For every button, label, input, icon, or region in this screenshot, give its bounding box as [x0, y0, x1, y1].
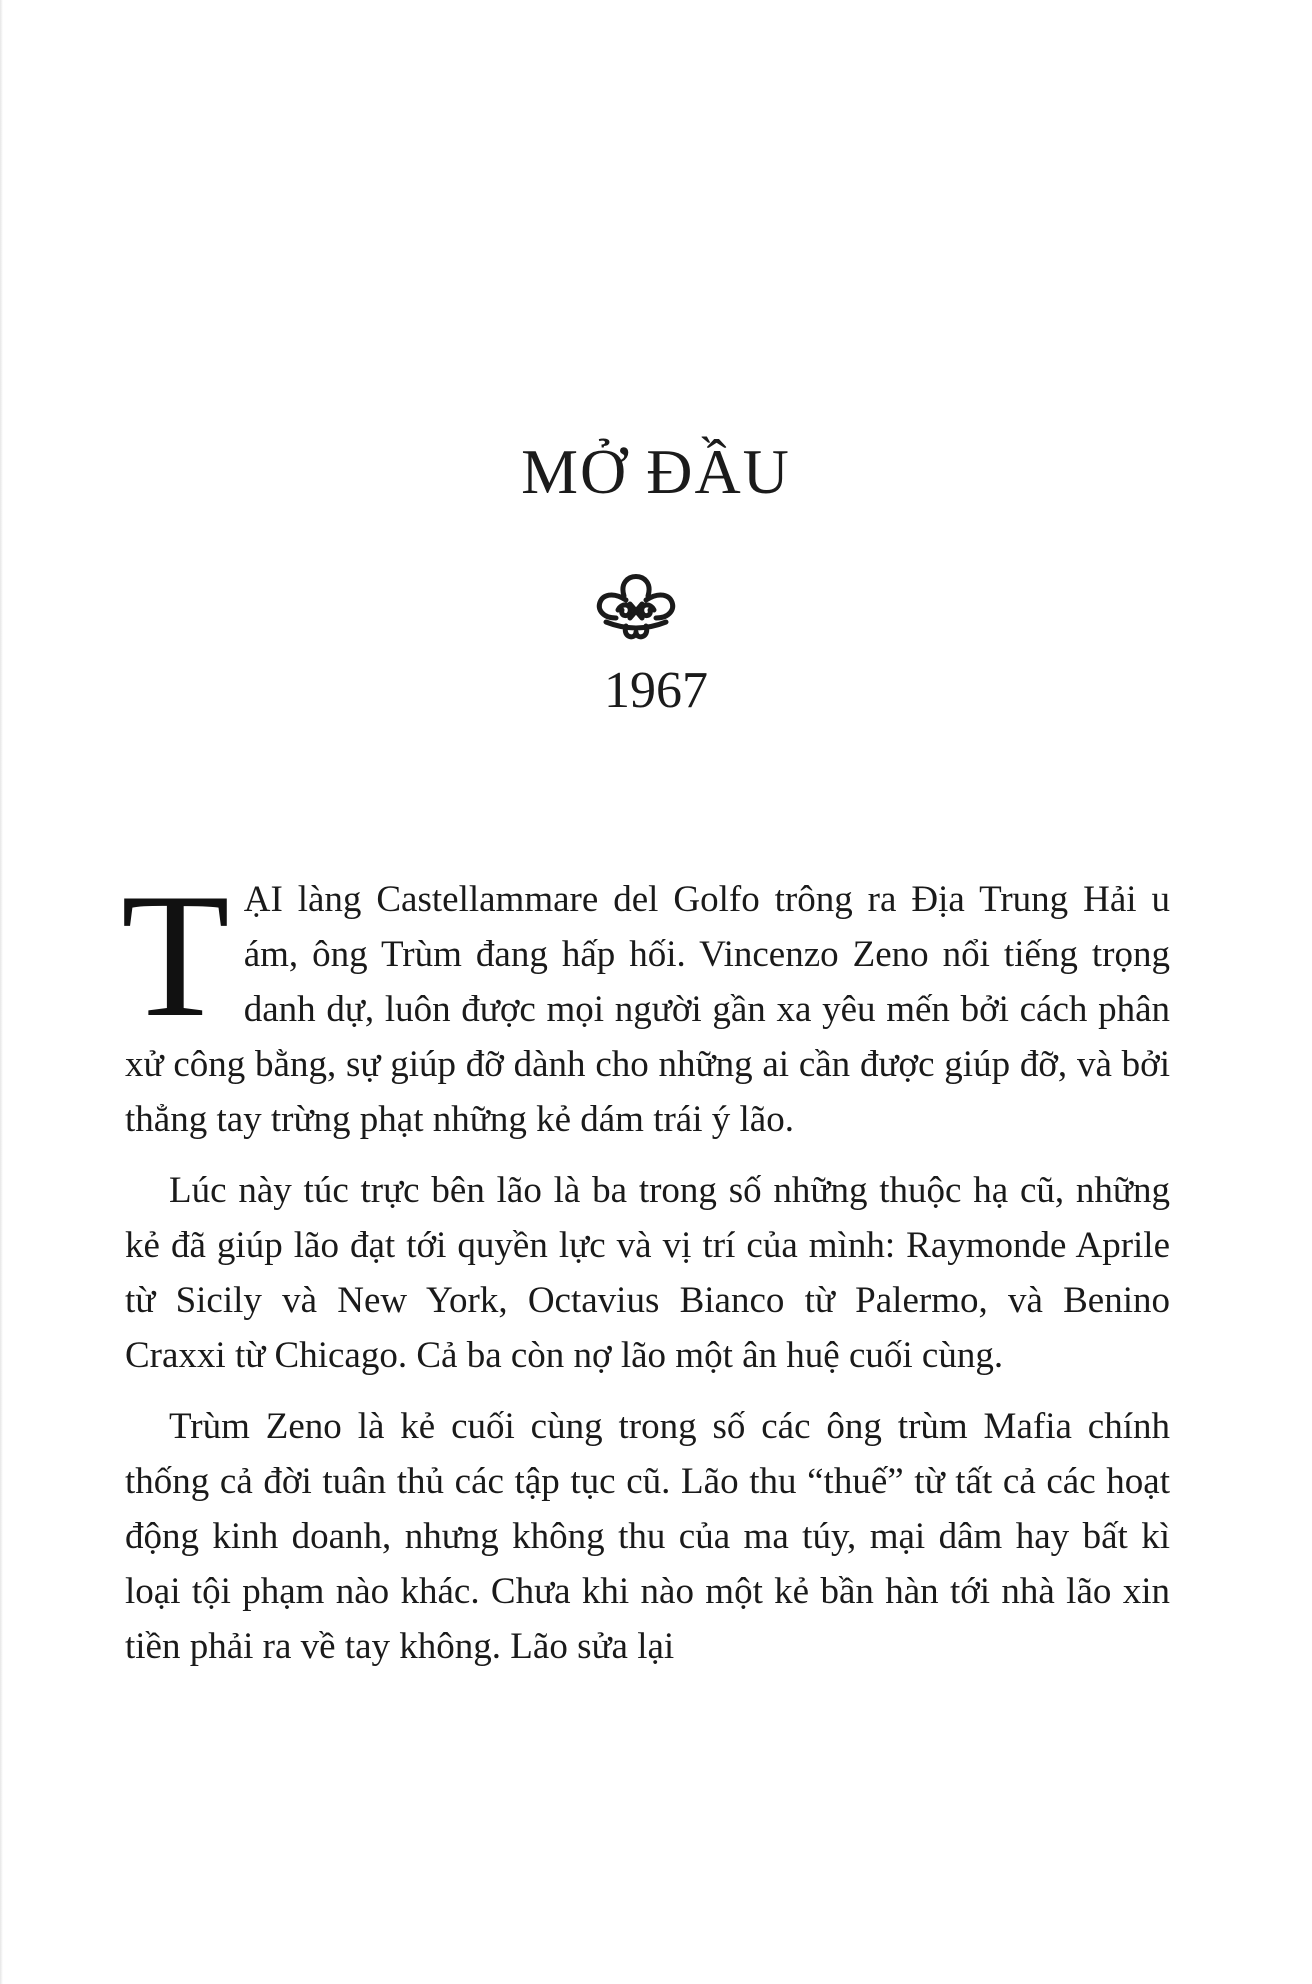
- paragraph-1: [121, 856, 1170, 1147]
- paragraph-1-text: làng Castellammare del Golfo trông ra Địa Trung Hải u ám, ông Trùm đang hấp hối. Vincenzo Zeno nổi tiếng trọng danh dự, luôn được mọi người gần xa yêu mến bởi cách phân xử công bằng, sự giúp đỡ dành cho những ai cần được giúp đỡ, và bởi thẳng tay trừng phạt những kẻ dám trái ý lão.: [125, 879, 1170, 1140]
- lead-caps: ẠI: [243, 879, 283, 920]
- clover-ornament-icon: [586, 560, 686, 650]
- paragraph-2: Lúc này túc trực bên lão là ba trong số những thuộc hạ cũ, những kẻ đã giúp lão đạt tới quyền lực và vị trí của mình: Raymonde Aprile từ Sicily và New York, Octavius Bianco từ Palermo, và Benino Craxxi từ Chicago. Cả ba còn nợ lão một ân huệ cuối cùng.: [125, 1170, 1170, 1376]
- body-text: [121, 856, 1170, 1690]
- paragraph-3: Trùm Zeno là kẻ cuối cùng trong số các ông trùm Mafia chính thống cả đời tuân thủ các tập tục cũ. Lão thu “thuế” từ tất cả các hoạt động kinh doanh, nhưng không thu của ma túy, mại dâm hay bất kì loại tội phạm nào khác. Chưa khi nào một kẻ bần hàn tới nhà lão xin tiền phải ra về tay không. Lão sửa lại: [125, 1406, 1170, 1667]
- chapter-year: 1967: [604, 662, 708, 719]
- chapter-title: MỞ ĐẦU: [521, 436, 791, 507]
- page-edge: [0, 0, 3, 1984]
- drop-cap: T: [121, 856, 230, 1054]
